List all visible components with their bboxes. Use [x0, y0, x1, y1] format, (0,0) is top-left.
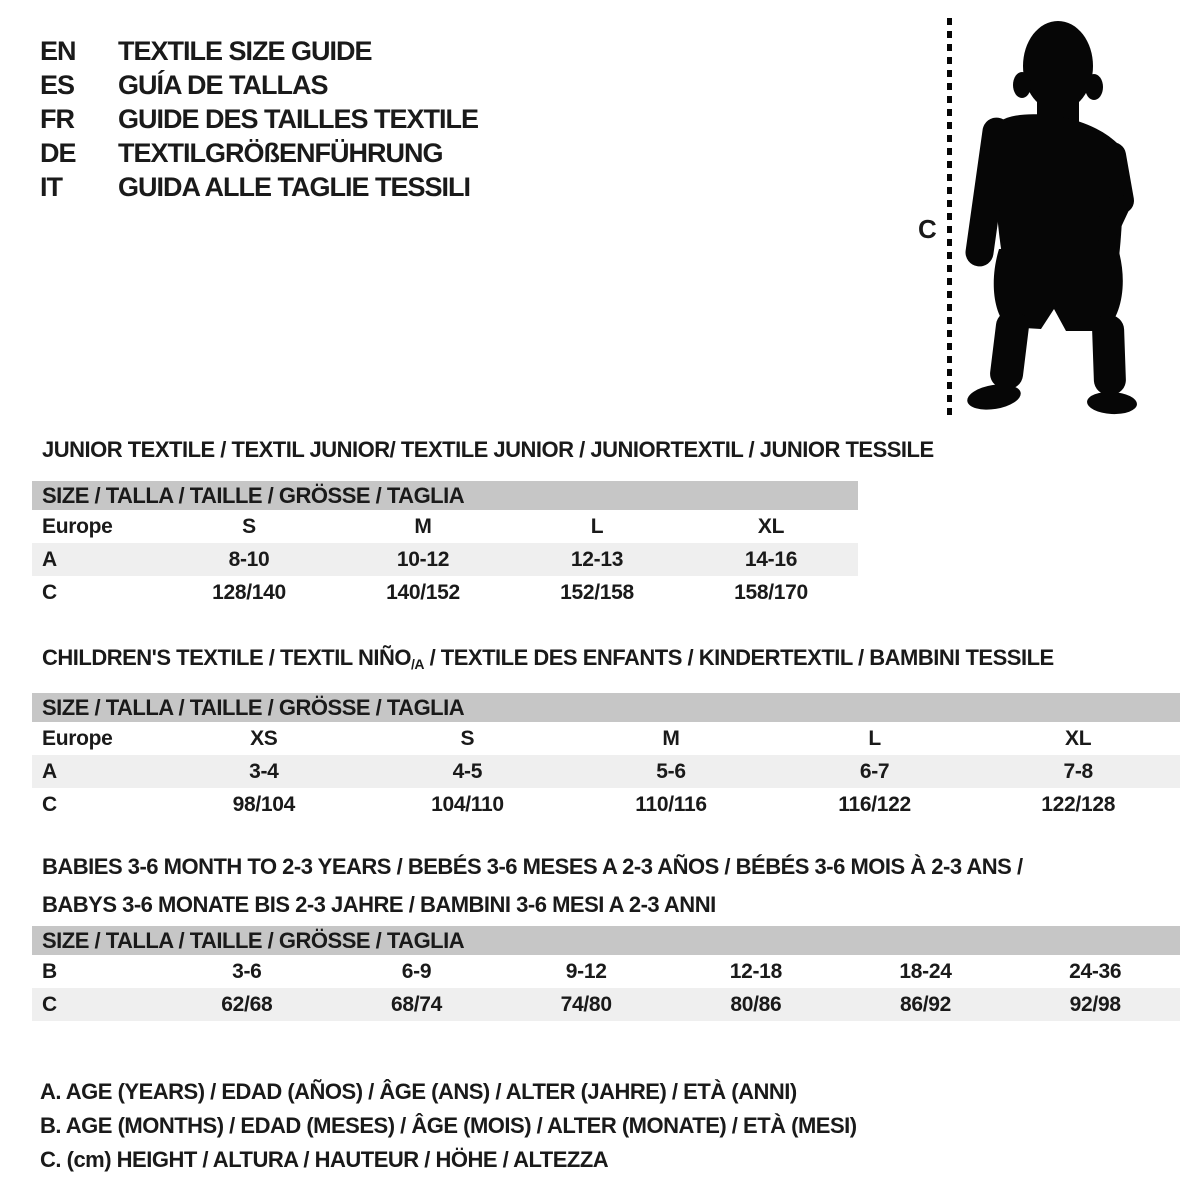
age-cell: 4-5: [452, 759, 483, 783]
babies-size-table: [32, 926, 1180, 1021]
junior-size-table: [32, 481, 858, 609]
legend-line-a: A. AGE (YEARS) / EDAD (AÑOS) / ÂGE (ANS) / ALTER (JAHRE) / ETÀ (ANNI): [40, 1079, 797, 1104]
age-cell: 7-8: [1063, 759, 1093, 783]
row-label: A: [42, 759, 57, 783]
height-cell: 62/68: [221, 992, 273, 1016]
height-cell: 158/170: [734, 580, 808, 604]
age-cell: 3-4: [249, 759, 279, 783]
language-code: DE: [40, 138, 76, 168]
size-cell: M: [662, 726, 680, 750]
legend: [40, 1075, 857, 1177]
guide-title: GUÍA DE TALLAS: [118, 70, 328, 100]
height-cell: 140/152: [386, 580, 460, 604]
row-label: A: [42, 547, 57, 571]
guide-title: TEXTILE SIZE GUIDE: [118, 36, 372, 66]
size-cell: XS: [250, 726, 278, 750]
section-title-line2: BABYS 3-6 MONATE BIS 2-3 JAHRE / BAMBINI 3-6 MESI A 2-3 ANNI: [42, 892, 716, 917]
section-title-sub: /A: [410, 656, 424, 672]
age-cell: 8-10: [228, 547, 270, 571]
height-cell: 110/116: [635, 792, 707, 816]
size-cell: L: [868, 726, 881, 750]
legend-line-b: B. AGE (MONTHS) / EDAD (MESES) / ÂGE (MOIS) / ALTER (MONATE) / ETÀ (MESI): [40, 1113, 857, 1138]
toddler-silhouette: [965, 17, 1137, 417]
height-cell: 92/98: [1069, 992, 1121, 1016]
silhouette-ear-left: [1013, 72, 1031, 98]
height-cell: 152/158: [560, 580, 634, 604]
language-row-fr: [40, 102, 478, 136]
section-title: [32, 848, 1180, 924]
age-cell: 14-16: [744, 547, 798, 571]
age-cell: 5-6: [656, 759, 686, 783]
language-row-de: [40, 136, 478, 170]
table-row-months: [32, 955, 1180, 988]
children-size-table: [32, 693, 1180, 821]
language-code: ES: [40, 70, 75, 100]
row-label: Europe: [42, 514, 113, 538]
section-title: [32, 646, 1180, 676]
months-cell: 6-9: [401, 959, 432, 983]
height-measure-label: C: [918, 214, 936, 244]
table-row-europe: [32, 722, 1180, 755]
section-title-part2: / TEXTILE DES ENFANTS / KINDERTEXTIL / BAMBINI TESSILE: [423, 645, 1054, 670]
size-cell: S: [242, 514, 256, 538]
table-row-height: [32, 988, 1180, 1021]
row-label: C: [42, 992, 57, 1016]
language-row-it: [40, 170, 478, 204]
section-title: JUNIOR TEXTILE / TEXTIL JUNIOR/ TEXTILE JUNIOR / JUNIORTEXTIL / JUNIOR TESSILE: [42, 437, 934, 462]
table-row-height: [32, 788, 1180, 821]
row-label: C: [42, 792, 57, 816]
size-cell: XL: [1065, 726, 1092, 750]
height-cell: 74/80: [560, 992, 612, 1016]
language-row-es: [40, 68, 478, 102]
legend-line-c: C. (cm) HEIGHT / ALTURA / HAUTEUR / HÖHE / ALTEZZA: [40, 1147, 609, 1172]
months-cell: 3-6: [232, 959, 262, 983]
height-cell: 128/140: [212, 580, 286, 604]
age-cell: 12-13: [570, 547, 624, 571]
height-cell: 104/110: [431, 792, 504, 816]
silhouette-foot-right: [1086, 391, 1137, 416]
months-cell: 12-18: [729, 959, 782, 983]
silhouette-ear-right: [1085, 74, 1103, 100]
height-cell: 86/92: [899, 992, 952, 1016]
age-cell: 6-7: [859, 759, 890, 783]
months-cell: 9-12: [565, 959, 607, 983]
section-junior-textile: [32, 437, 934, 609]
section-babies: [32, 848, 1180, 1021]
age-cell: 10-12: [396, 547, 450, 571]
height-measure-dashed-line: [947, 18, 952, 417]
size-header-band: SIZE / TALLA / TAILLE / GRÖSSE / TAGLIA: [32, 926, 1180, 955]
silhouette-leg-left: [988, 309, 1030, 390]
table-row-europe: [32, 510, 858, 543]
guide-title: GUIDA ALLE TAGLIE TESSILI: [118, 172, 470, 202]
height-cell: 80/86: [730, 992, 782, 1016]
months-cell: 18-24: [899, 959, 952, 983]
section-title-part1: CHILDREN'S TEXTILE / TEXTIL NIÑO: [42, 645, 411, 670]
table-row-height: [32, 576, 858, 609]
section-title-line1: BABIES 3-6 MONTH TO 2-3 YEARS / BEBÉS 3-6 MESES A 2-3 AÑOS / BÉBÉS 3-6 MOIS À 2-3 ANS /: [42, 854, 1023, 879]
guide-title: GUIDE DES TAILLES TEXTILE: [118, 104, 479, 134]
language-code: IT: [40, 172, 62, 202]
size-cell: M: [414, 514, 432, 538]
row-label: Europe: [42, 726, 113, 750]
row-label: B: [42, 959, 57, 983]
size-cell: XL: [757, 514, 785, 538]
height-cell: 122/128: [1041, 792, 1116, 816]
guide-title: TEXTILGRÖßENFÜHRUNG: [118, 138, 443, 168]
silhouette-hand-right: [1092, 216, 1116, 242]
months-cell: 24-36: [1069, 959, 1122, 983]
table-row-age: [32, 755, 1180, 788]
language-row-en: [40, 34, 478, 68]
size-header-band: SIZE / TALLA / TAILLE / GRÖSSE / TAGLIA: [32, 693, 1180, 722]
size-header-band: SIZE / TALLA / TAILLE / GRÖSSE / TAGLIA: [32, 481, 858, 510]
silhouette-leg-right: [1092, 314, 1127, 395]
size-cell: L: [590, 514, 604, 538]
language-code: EN: [40, 36, 76, 66]
row-label: C: [42, 580, 57, 604]
height-cell: 116/122: [838, 792, 911, 816]
height-cell: 98/104: [232, 792, 296, 816]
height-cell: 68/74: [390, 992, 443, 1016]
table-row-age: [32, 543, 858, 576]
section-children-textile: [32, 646, 1180, 821]
size-cell: S: [460, 726, 475, 750]
language-code: FR: [40, 104, 74, 134]
language-title-list: [40, 34, 478, 204]
